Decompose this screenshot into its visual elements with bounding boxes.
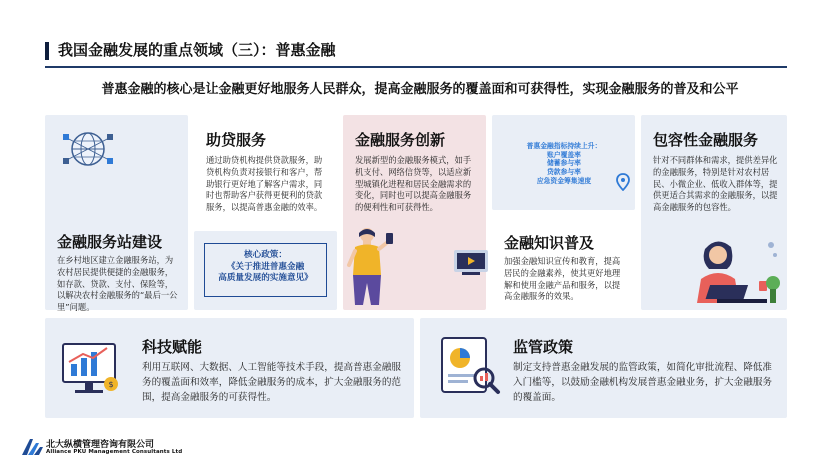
card-title: 包容性金融服务 (653, 131, 759, 149)
card-title: 金融服务创新 (355, 131, 446, 149)
card-inclusive-indicators (492, 115, 635, 210)
card-service-innovation (343, 115, 486, 310)
indicator-item: 储蓄参与率 (547, 159, 581, 168)
company-name-cn: 北大纵横管理咨询有限公司 (46, 440, 155, 450)
woman-laptop-icon (687, 233, 783, 307)
card-knowledge (492, 216, 635, 310)
policy-label: 核心政策： (244, 250, 287, 260)
company-logo-icon (20, 437, 44, 457)
chart-monitor-icon (59, 338, 123, 400)
card-body: 加强金融知识宣传和教育，提高居民的金融素养，使其更好地理解和使用金融产品和服务，以提高金融服务的效果。 (504, 256, 621, 302)
globe-network-icon (62, 125, 114, 171)
card-body: 发展新型的金融服务模式，如手机支付、网络信贷等，以适应新型城镇化进程和居民金融需求的变化，同时也可以提高金融服务的便利性和可获得性。 (355, 155, 472, 213)
card-service-station (45, 115, 188, 313)
title-underline (45, 66, 787, 68)
video-lesson-icon (452, 248, 492, 278)
title-accent-bar (45, 42, 49, 60)
card-body: 通过助贷机构提供贷款服务，助贷机构负责对接银行和客户，帮助银行更好地了解客户需求，同时也帮助客户获得更便利的贷款服务，以提高普惠金融的效率。 (206, 155, 323, 213)
indicator-item: 账户覆盖率 (547, 150, 581, 159)
page-title: 我国金融发展的重点领域（三）：普惠金融 (58, 41, 336, 59)
card-core-policy (194, 231, 337, 310)
indicator-heading: 普惠金融指标持续上升： (526, 142, 602, 150)
card-title: 金融服务站建设 (57, 233, 163, 251)
card-title: 助贷服务 (206, 131, 267, 149)
card-body: 在乡村地区建立金融服务站，为农村居民提供便捷的金融服务，如存款、贷款、支付、保险等，以解决农村金融服务的“最后一公里”问题。 (57, 255, 178, 313)
page-subtitle: 普惠金融的核心是让金融更好地服务人民群众，提高金融服务的覆盖面和可获得性，实现金融服务的普及和公平 (101, 82, 739, 97)
top-bar (0, 0, 831, 6)
person-phone-icon (345, 225, 395, 307)
card-tech-empowerment (45, 318, 414, 418)
card-title: 科技赋能 (142, 338, 203, 356)
policy-name-line2: 高质量发展的实施意见》 (218, 273, 313, 284)
analytics-report-icon (432, 332, 502, 400)
card-regulation-policy (420, 318, 787, 418)
card-body: 利用互联网、大数据、人工智能等技术手段，提高普惠金融服务的覆盖面和效率，降低金融服务的成本，扩大金融服务的范围，提高金融服务的可获得性。 (142, 362, 402, 403)
card-loan-service (194, 115, 337, 225)
policy-box (204, 243, 327, 297)
indicator-list (514, 142, 614, 185)
policy-name-line1: 《关于推进普惠金融 (226, 261, 305, 272)
svg-text:$: $ (108, 380, 114, 389)
company-name-en: Alliance PKU Management Consultants Ltd (46, 449, 183, 455)
card-title: 监管政策 (513, 338, 574, 356)
indicator-item: 贷款参与率 (547, 168, 581, 177)
card-title: 金融知识普及 (504, 234, 595, 252)
indicator-item: 应急资金筹集速度 (536, 176, 592, 185)
card-inclusive-service (641, 115, 787, 310)
location-pin-icon (616, 173, 630, 191)
card-body: 针对不同群体和需求，提供差异化的金融服务，特别是针对农村居民、小微企业、低收入群体等，提供更适合其需求的金融服务，以提高金融服务的包容性。 (653, 155, 778, 213)
card-body: 制定支持普惠金融发展的监管政策，如简化审批流程、降低准入门槛等，以鼓励金融机构发展普惠金融业务，扩大金融服务的覆盖面。 (513, 362, 773, 403)
